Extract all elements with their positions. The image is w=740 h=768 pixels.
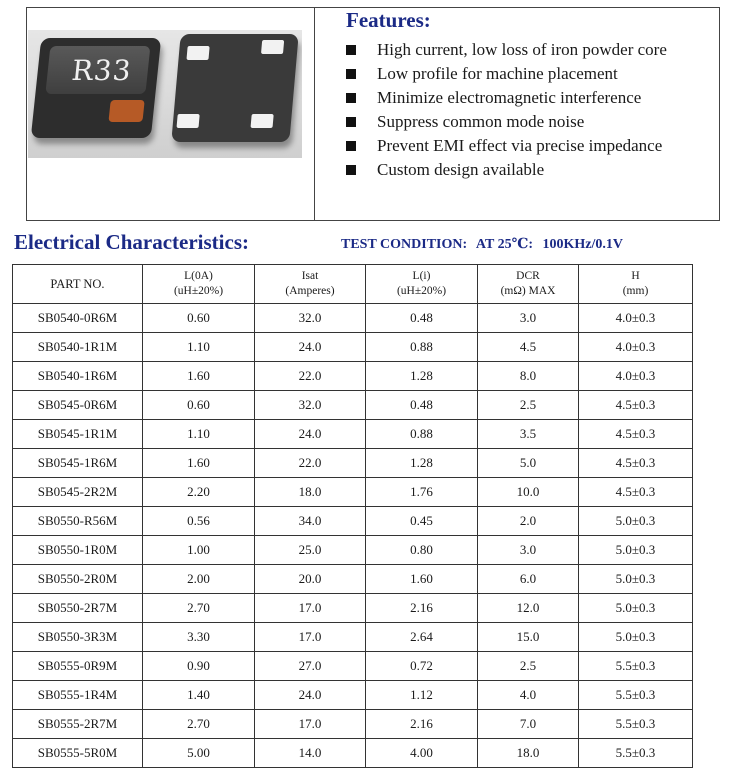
l0a-cell: 1.10 — [143, 333, 255, 362]
header-isat: Isat (Amperes) — [255, 265, 366, 304]
li-cell: 0.80 — [366, 536, 478, 565]
dcr-cell: 3.0 — [478, 304, 579, 333]
header-l0a: L(0A) (uH±20%) — [143, 265, 255, 304]
test-condition-temp: AT 25℃: — [475, 237, 533, 252]
dcr-cell: 2.0 — [478, 507, 579, 536]
height-cell: 4.5±0.3 — [579, 449, 693, 478]
dcr-cell: 8.0 — [478, 362, 579, 391]
square-bullet-icon — [346, 69, 356, 79]
part-no-cell: SB0540-0R6M — [13, 304, 143, 333]
isat-cell: 22.0 — [255, 449, 366, 478]
l0a-cell: 3.30 — [143, 623, 255, 652]
part-no-cell: SB0555-0R9M — [13, 652, 143, 681]
table-row — [13, 565, 693, 594]
l0a-cell: 1.60 — [143, 362, 255, 391]
l0a-cell: 5.00 — [143, 739, 255, 768]
table-row — [13, 362, 693, 391]
isat-cell: 32.0 — [255, 391, 366, 420]
height-cell: 5.5±0.3 — [579, 710, 693, 739]
height-cell: 4.5±0.3 — [579, 391, 693, 420]
l0a-cell: 2.70 — [143, 710, 255, 739]
part-no-cell: SB0550-2R0M — [13, 565, 143, 594]
feature-item: Custom design available — [346, 158, 667, 182]
li-cell: 1.28 — [366, 449, 478, 478]
height-cell: 5.0±0.3 — [579, 536, 693, 565]
dcr-cell: 18.0 — [478, 739, 579, 768]
table-row — [13, 710, 693, 739]
dcr-cell: 3.5 — [478, 420, 579, 449]
test-condition — [341, 236, 629, 253]
height-cell: 5.0±0.3 — [579, 623, 693, 652]
li-cell: 1.12 — [366, 681, 478, 710]
square-bullet-icon — [346, 117, 356, 127]
features-title: Features: — [346, 8, 431, 32]
li-cell: 0.72 — [366, 652, 478, 681]
table-row — [13, 623, 693, 652]
li-cell: 0.88 — [366, 420, 478, 449]
height-cell: 5.0±0.3 — [579, 507, 693, 536]
li-cell: 1.60 — [366, 565, 478, 594]
part-no-cell: SB0550-1R0M — [13, 536, 143, 565]
part-no-cell: SB0555-2R7M — [13, 710, 143, 739]
l0a-cell: 1.40 — [143, 681, 255, 710]
height-cell: 4.0±0.3 — [579, 362, 693, 391]
spec-table — [12, 264, 693, 768]
height-cell: 5.0±0.3 — [579, 594, 693, 623]
li-cell: 4.00 — [366, 739, 478, 768]
dcr-cell: 2.5 — [478, 652, 579, 681]
isat-cell: 17.0 — [255, 623, 366, 652]
isat-cell: 14.0 — [255, 739, 366, 768]
l0a-cell: 0.56 — [143, 507, 255, 536]
isat-cell: 32.0 — [255, 304, 366, 333]
dcr-cell: 4.0 — [478, 681, 579, 710]
isat-cell: 27.0 — [255, 652, 366, 681]
spec-table-body — [13, 304, 693, 768]
table-header-row — [13, 265, 693, 304]
height-cell: 4.0±0.3 — [579, 333, 693, 362]
li-cell: 2.16 — [366, 594, 478, 623]
dcr-cell: 15.0 — [478, 623, 579, 652]
table-row — [13, 333, 693, 362]
dcr-cell: 3.0 — [478, 536, 579, 565]
isat-cell: 24.0 — [255, 420, 366, 449]
part-no-cell: SB0540-1R6M — [13, 362, 143, 391]
li-cell: 0.48 — [366, 304, 478, 333]
li-cell: 0.48 — [366, 391, 478, 420]
feature-item: Prevent EMI effect via precise impedance — [346, 134, 667, 158]
li-cell: 1.28 — [366, 362, 478, 391]
isat-cell: 18.0 — [255, 478, 366, 507]
dcr-cell: 4.5 — [478, 333, 579, 362]
part-no-cell: SB0545-1R6M — [13, 449, 143, 478]
header-height: H (mm) — [579, 265, 693, 304]
li-cell: 0.45 — [366, 507, 478, 536]
l0a-cell: 1.00 — [143, 536, 255, 565]
isat-cell: 24.0 — [255, 333, 366, 362]
li-cell: 2.64 — [366, 623, 478, 652]
l0a-cell: 2.70 — [143, 594, 255, 623]
header-dcr: DCR (mΩ) MAX — [478, 265, 579, 304]
isat-cell: 17.0 — [255, 710, 366, 739]
inductor-marked-view — [31, 38, 162, 138]
feature-item: High current, low loss of iron powder core — [346, 38, 667, 62]
table-row — [13, 304, 693, 333]
table-row — [13, 420, 693, 449]
li-cell: 2.16 — [366, 710, 478, 739]
header-part-no: PART NO. — [13, 265, 143, 304]
isat-cell: 20.0 — [255, 565, 366, 594]
dcr-cell: 2.5 — [478, 391, 579, 420]
top-panel-divider — [314, 7, 315, 221]
isat-cell: 25.0 — [255, 536, 366, 565]
product-photo — [28, 30, 302, 158]
l0a-cell: 0.90 — [143, 652, 255, 681]
isat-cell: 17.0 — [255, 594, 366, 623]
part-no-cell: SB0550-3R3M — [13, 623, 143, 652]
table-row — [13, 681, 693, 710]
height-cell: 4.5±0.3 — [579, 478, 693, 507]
l0a-cell: 0.60 — [143, 304, 255, 333]
features-list — [346, 38, 667, 182]
table-row — [13, 594, 693, 623]
l0a-cell: 1.60 — [143, 449, 255, 478]
table-row — [13, 507, 693, 536]
part-no-cell: SB0545-1R1M — [13, 420, 143, 449]
square-bullet-icon — [346, 45, 356, 55]
table-row — [13, 739, 693, 768]
dcr-cell: 5.0 — [478, 449, 579, 478]
square-bullet-icon — [346, 141, 356, 151]
part-no-cell: SB0555-5R0M — [13, 739, 143, 768]
height-cell: 4.0±0.3 — [579, 304, 693, 333]
part-no-cell: SB0550-R56M — [13, 507, 143, 536]
test-condition-label: TEST CONDITION: — [341, 237, 468, 252]
part-no-cell: SB0555-1R4M — [13, 681, 143, 710]
li-cell: 0.88 — [366, 333, 478, 362]
l0a-cell: 2.20 — [143, 478, 255, 507]
dcr-cell: 6.0 — [478, 565, 579, 594]
part-no-cell: SB0550-2R7M — [13, 594, 143, 623]
square-bullet-icon — [346, 93, 356, 103]
height-cell: 5.5±0.3 — [579, 739, 693, 768]
test-condition-freq: 100KHz/0.1V — [542, 237, 623, 252]
feature-item: Minimize electromagnetic interference — [346, 86, 667, 110]
part-no-cell: SB0545-0R6M — [13, 391, 143, 420]
part-no-cell: SB0545-2R2M — [13, 478, 143, 507]
l0a-cell: 1.10 — [143, 420, 255, 449]
isat-cell: 24.0 — [255, 681, 366, 710]
dcr-cell: 10.0 — [478, 478, 579, 507]
isat-cell: 22.0 — [255, 362, 366, 391]
height-cell: 5.5±0.3 — [579, 681, 693, 710]
table-row — [13, 536, 693, 565]
isat-cell: 34.0 — [255, 507, 366, 536]
feature-item: Low profile for machine placement — [346, 62, 667, 86]
table-row — [13, 478, 693, 507]
header-li: L(i) (uH±20%) — [366, 265, 478, 304]
l0a-cell: 2.00 — [143, 565, 255, 594]
l0a-cell: 0.60 — [143, 391, 255, 420]
copper-coil — [108, 100, 144, 122]
square-bullet-icon — [346, 165, 356, 175]
height-cell: 5.0±0.3 — [579, 565, 693, 594]
table-row — [13, 652, 693, 681]
dcr-cell: 12.0 — [478, 594, 579, 623]
electrical-characteristics-title: Electrical Characteristics: — [14, 230, 249, 254]
dcr-cell: 7.0 — [478, 710, 579, 739]
inductor-marking: R33 — [70, 54, 134, 87]
feature-item: Suppress common mode noise — [346, 110, 667, 134]
table-row — [13, 449, 693, 478]
inductor-pad-view — [171, 34, 298, 142]
table-row — [13, 391, 693, 420]
part-no-cell: SB0540-1R1M — [13, 333, 143, 362]
li-cell: 1.76 — [366, 478, 478, 507]
height-cell: 4.5±0.3 — [579, 420, 693, 449]
height-cell: 5.5±0.3 — [579, 652, 693, 681]
